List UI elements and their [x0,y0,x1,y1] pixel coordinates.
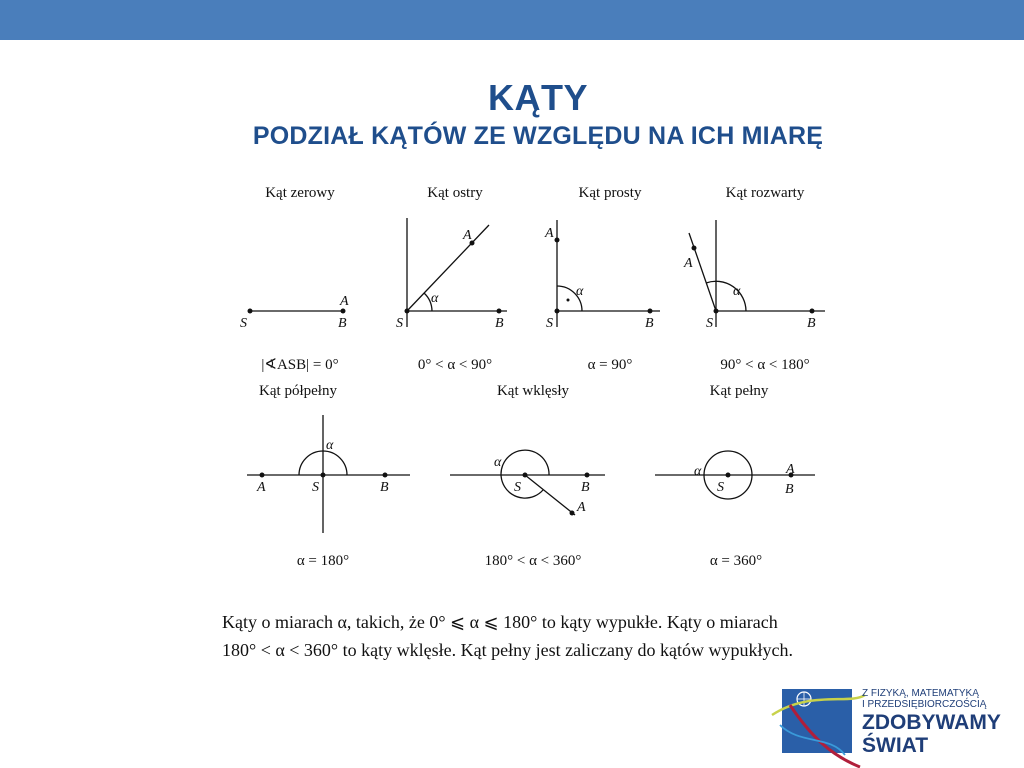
angle-acute-point-s: S [396,316,403,331]
angle-acute-point-a: A [463,228,472,243]
angle-obtuse-label: Kąt rozwarty [725,185,805,201]
angles-figure [225,175,895,665]
angle-full-label: Kąt pełny [709,383,769,399]
description-text [222,608,862,664]
angle-acute-point-b: B [495,316,504,331]
angle-full-point-s: S [717,480,724,495]
angle-straight-point-s: S [312,480,319,495]
angle-zero-label: Kąt zerowy [265,185,335,201]
angle-acute-label: Kąt ostry [427,185,483,201]
angle-full-point-b: B [785,482,794,497]
angle-zero-point-b: B [338,316,347,331]
logo-name-1: ZDOBYWAMY [862,711,1001,734]
angle-reflex-label: Kąt wklęsły [496,383,570,399]
angle-obtuse-point-a: A [684,256,693,271]
angle-zero-point-a: A [340,294,349,309]
angle-straight-alpha: α [326,438,334,453]
angle-acute-alpha: α [431,291,439,306]
angle-reflex-alpha: α [494,455,502,470]
description-line-2: 180° < α < 360° to kąty wklęsłe. Kąt pełny jest zaliczany do kątów wypukłych. [222,640,794,660]
angle-acute-measure: 0° < α < 90° [417,357,493,373]
angle-obtuse [683,185,825,373]
angle-straight-label: Kąt półpełny [259,383,337,399]
angle-right-point-b: B [645,316,654,331]
angle-full-point-a: A [786,462,795,477]
angle-right-alpha: α [576,284,584,299]
angle-reflex [450,383,605,569]
angle-full-alpha: α [694,464,702,479]
angle-acute [396,185,507,373]
angle-full [655,383,815,569]
angle-straight-point-b: B [380,480,389,495]
angle-zero-point-s: S [240,316,247,331]
angle-reflex-point-a: A [577,500,586,515]
description-line-1: Kąty o miarach α, takich, że 0° ⩽ α ⩽ 180° to kąty wypukłe. Kąty o miarach [222,612,778,632]
angle-obtuse-point-b: B [807,316,816,331]
angle-right [544,185,660,373]
angle-right-label: Kąt prosty [578,185,642,201]
angle-straight-point-a: A [257,480,266,495]
angle-obtuse-measure: 90° < α < 180° [720,357,810,373]
angle-right-point-a: A [545,226,554,241]
angle-zero [240,185,349,373]
slide-title: KĄTY [488,77,588,118]
logo-name [862,711,1024,757]
logo-tagline-2: I PRZEDSIĘBIORCZOŚCIĄ [862,699,987,710]
angle-obtuse-point-s: S [706,316,713,331]
header-bar [0,0,1024,40]
angle-zero-measure: |∢ASB| = 0° [261,357,339,373]
angle-right-measure: α = 90° [587,357,633,373]
angle-full-measure: α = 360° [709,553,763,569]
slide-subtitle: PODZIAŁ KĄTÓW ZE WZGLĘDU NA ICH MIARĘ [252,122,824,150]
angle-straight [247,383,410,569]
logo-name-2: ŚWIAT [862,734,929,757]
logo-tagline [862,688,1022,710]
angle-reflex-point-b: B [581,480,590,495]
angle-reflex-point-s: S [514,480,521,495]
angle-obtuse-alpha: α [733,284,741,299]
angle-reflex-measure: 180° < α < 360° [484,553,582,569]
angle-right-point-s: S [546,316,553,331]
angle-straight-measure: α = 180° [296,553,350,569]
logo-tagline-1: Z FIZYKĄ, MATEMATYKĄ [862,688,979,699]
